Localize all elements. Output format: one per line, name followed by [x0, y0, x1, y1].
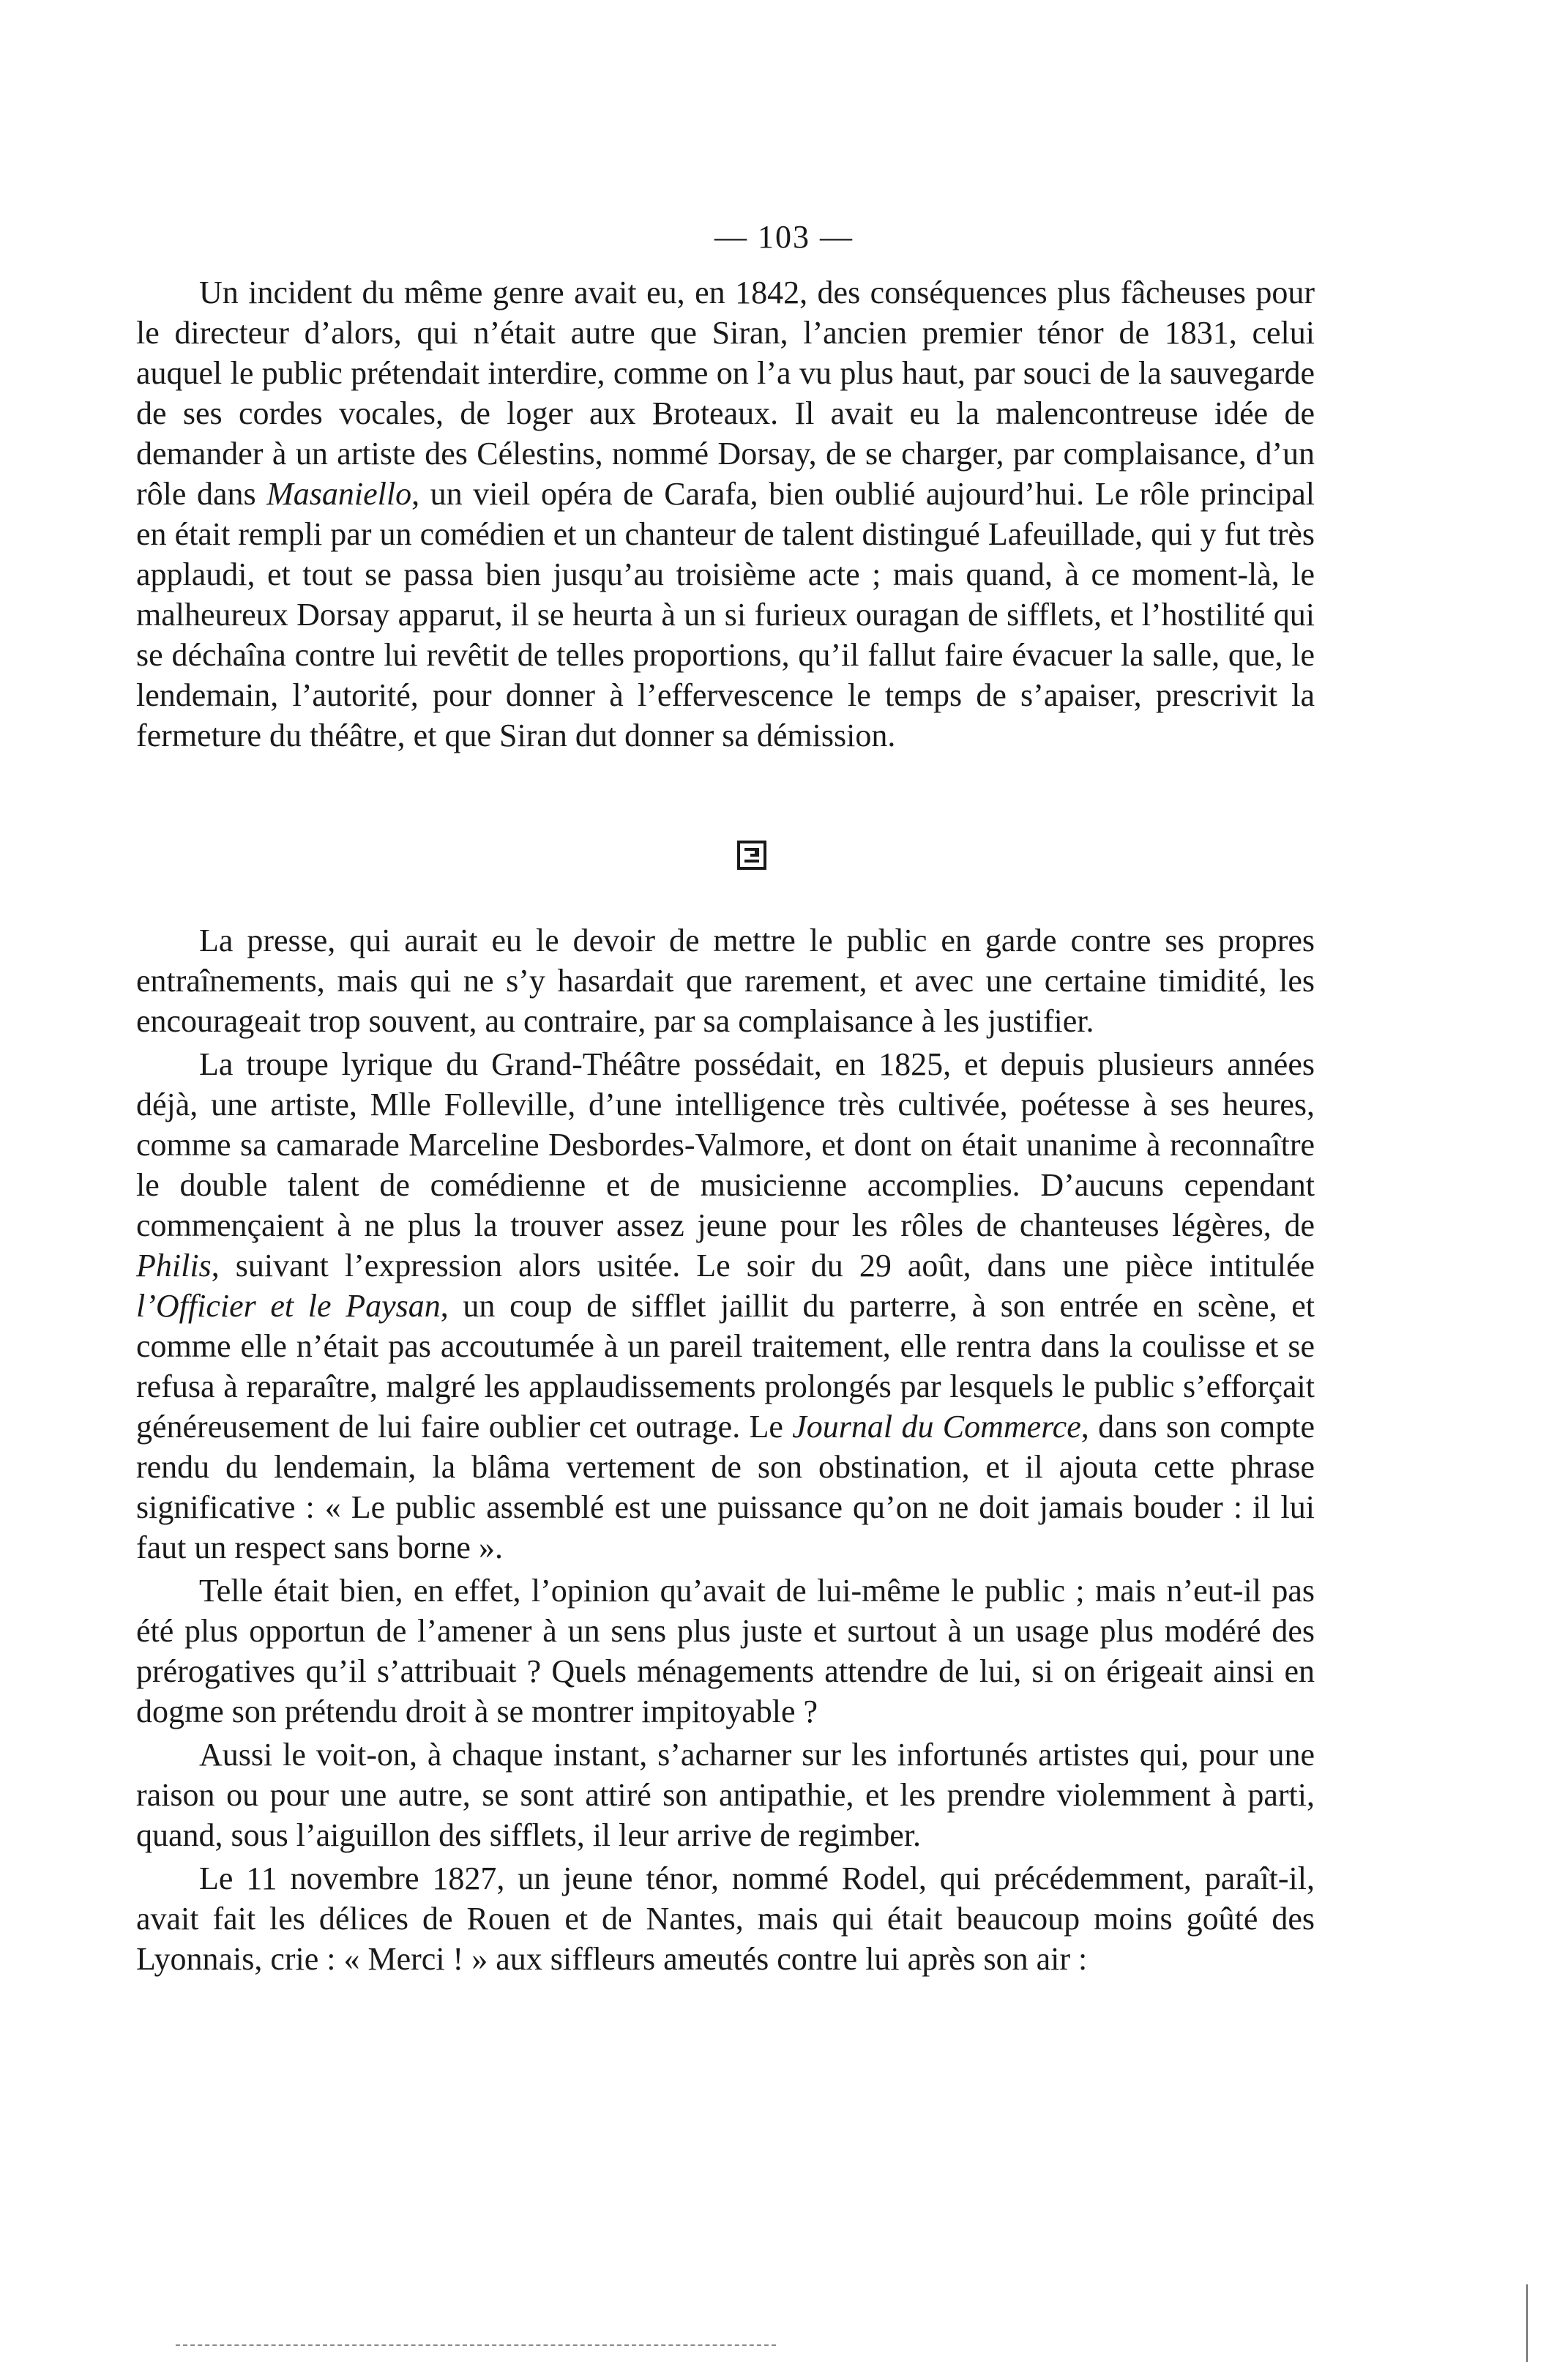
page-number: — 103 —	[714, 219, 854, 255]
paragraph: La troupe lyrique du Grand-Théâtre possédait, en 1825, et depuis plusieurs années déjà, une artiste, Mlle Folleville, d’une intelligence très cultivée, poétesse à ses heures, comme sa camarade Marceline Desbordes-Valmore, et dont on était unanime à reconnaître le double talent de comédienne et de musicienne accomplies. D’aucuns cependant commençaient à ne plus la trouver assez jeune pour les rôles de chanteuses légères, de Philis, suivant l’expression alors usitée. Le soir du 29 août, dans une pièce intitulée l’Officier et le Paysan, un coup de sifflet jaillit du parterre, à son entrée en scène, et comme elle n’était pas accoutumée à un pareil traitement, elle rentra dans la coulisse et se refusa à reparaître, malgré les applaudissements prolongés par lesquels le public s’efforçait généreusement de lui faire oublier cet outrage. Le Journal du Commerce, dans son compte rendu du lendemain, la blâma vertement de son obstination, et il ajouta cette phrase significative : « Le public assemblé est une puissance qu’on ne doit jamais bouder : il lui faut un respect sans borne ».	[136, 1046, 1315, 1565]
paragraph: Aussi le voit-on, à chaque instant, s’acharner sur les infortunés artistes qui, pour une raison ou pour une autre, se sont attiré son antipathie, et les prendre violemment à parti, quand, sous l’aiguillon des sifflets, il leur arrive de regimber.	[136, 1737, 1315, 1853]
section-1-text	[136, 272, 1315, 759]
paragraph: Le 11 novembre 1827, un jeune ténor, nommé Rodel, qui précédemment, paraît-il, avait fait les délices de Rouen et de Nantes, mais qui était beaucoup moins goûté des Lyonnais, crie : « Merci ! » aux siffleurs ameutés contre lui après son air :	[136, 1860, 1315, 1977]
paragraph: Un incident du même genre avait eu, en 1842, des conséquences plus fâcheuses pour le directeur d’alors, qui n’était autre que Siran, l’ancien premier ténor de 1831, celui auquel le public prétendait interdire, comme on l’a vu plus haut, par souci de la sauvegarde de ses cordes vocales, de loger aux Broteaux. Il avait eu la malencontreuse idée de demander à un artiste des Célestins, nommé Dorsay, de se charger, par complaisance, d’un rôle dans Masaniello, un vieil opéra de Carafa, bien oublié aujourd’hui. Le rôle principal en était rempli par un comédien et un chanteur de talent distingué Lafeuillade, qui y fut très applaudi, et tout se passa bien jusqu’au troisième acte ; mais quand, à ce moment-là, le malheureux Dorsay apparut, il se heurta à un si furieux ouragan de sifflets, et l’hostilité qui se déchaîna contre lui revêtit de telles proportions, qu’il fallut faire évacuer la salle, que, le lendemain, l’autorité, pour donner à l’effervescence le temps de s’apaiser, prescrivit la fermeture du théâtre, et que Siran dut donner sa démission.	[136, 275, 1315, 753]
scan-edge-mark	[1526, 2284, 1528, 2362]
paragraph: Telle était bien, en effet, l’opinion qu’avait de lui-même le public ; mais n’eut-il pas été plus opportun de l’amener à un sens plus juste et surtout à un usage plus modéré des prérogatives qu’il s’attribuait ? Quels ménagements attendre de lui, si on érigeait ainsi en dogme son prétendu droit à se montrer impitoyable ?	[136, 1573, 1315, 1729]
section-2-text	[136, 920, 1315, 1982]
paragraph: La presse, qui aurait eu le devoir de mettre le public en garde contre ses propres entraînements, mais qui ne s’y hasardait que rarement, et avec une certaine timidité, les encourageait trop souvent, au contraire, par sa complaisance à les justifier.	[136, 923, 1315, 1039]
footer-dashed-rule	[176, 2344, 776, 2346]
section-ornament-icon	[737, 841, 766, 870]
